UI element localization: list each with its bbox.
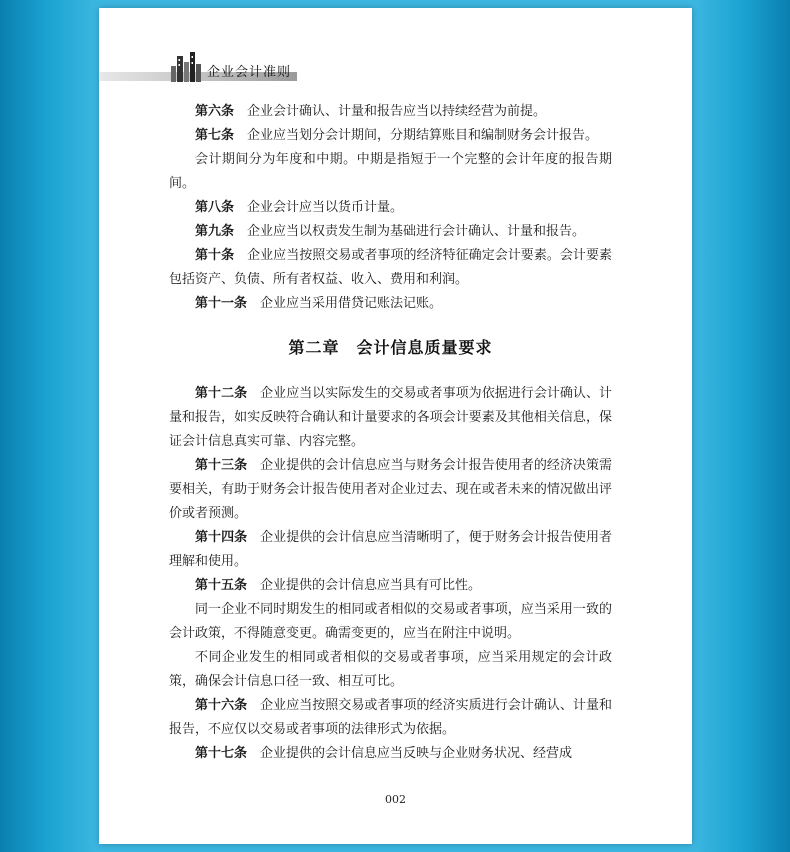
paragraph-text: 企业应当按照交易或者事项的经济特征确定会计要素。会计要素包括资产、负债、所有者权益、收入、费用和利润。 — [169, 248, 612, 287]
paragraph-text: 企业提供的会计信息应当具有可比性。 — [260, 578, 482, 593]
page-number: 002 — [385, 793, 406, 806]
article-paragraph — [169, 742, 612, 766]
city-buildings-icon — [169, 52, 203, 82]
section-chapter-one-tail — [169, 100, 612, 316]
article-number: 第六条 — [195, 104, 235, 119]
article-paragraph — [169, 196, 612, 220]
running-header — [99, 52, 349, 88]
article-paragraph — [169, 292, 612, 316]
paragraph-text: 企业应当采用借贷记账法记账。 — [260, 296, 443, 311]
body-paragraph — [169, 148, 612, 196]
paragraph-text: 企业应当以实际发生的交易或者事项为依据进行会计确认、计量和报告，如实反映符合确认和计量要求的各项会计要素及其他相关信息，保证会计信息真实可靠、内容完整。 — [169, 386, 612, 449]
paragraph-text: 企业提供的会计信息应当与财务会计报告使用者的经济决策需要相关，有助于财务会计报告使用者对企业过去、现在或者未来的情况做出评价或者预测。 — [169, 458, 612, 521]
chapter-heading: 第二章 会计信息质量要求 — [288, 338, 493, 357]
article-number: 第十四条 — [195, 530, 248, 545]
article-paragraph — [169, 220, 612, 244]
article-paragraph — [169, 526, 612, 574]
paragraph-text: 企业应当按照交易或者事项的经济实质进行会计确认、计量和报告，不应仅以交易或者事项的法律形式为依据。 — [169, 698, 612, 737]
article-number: 第十三条 — [195, 458, 248, 473]
article-number: 第十二条 — [195, 386, 248, 401]
paragraph-text: 不同企业发生的相同或者相似的交易或者事项，应当采用规定的会计政策，确保会计信息口径一致、相互可比。 — [169, 650, 612, 689]
article-paragraph — [169, 124, 612, 148]
paragraph-text: 企业提供的会计信息应当清晰明了，便于财务会计报告使用者理解和使用。 — [169, 530, 612, 569]
running-header-title: 企业会计准则 — [207, 65, 292, 80]
article-number: 第十五条 — [195, 578, 248, 593]
paragraph-text: 企业会计确认、计量和报告应当以持续经营为前提。 — [247, 104, 547, 119]
article-number: 第十六条 — [195, 698, 248, 713]
article-number: 第十七条 — [195, 746, 248, 761]
article-number: 第七条 — [195, 128, 235, 143]
article-paragraph — [169, 454, 612, 526]
paragraph-text: 企业应当划分会计期间，分期结算账目和编制财务会计报告。 — [247, 128, 599, 143]
article-paragraph — [169, 244, 612, 292]
article-number: 第九条 — [195, 224, 235, 239]
paragraph-text: 企业会计应当以货币计量。 — [247, 200, 404, 215]
paragraph-text: 同一企业不同时期发生的相同或者相似的交易或者事项，应当采用一致的会计政策，不得随意变更。确需变更的，应当在附注中说明。 — [169, 602, 612, 641]
body-paragraph — [169, 646, 612, 694]
body-paragraph — [169, 598, 612, 646]
article-paragraph — [169, 694, 612, 742]
article-number: 第八条 — [195, 200, 235, 215]
article-paragraph — [169, 382, 612, 454]
article-number: 第十一条 — [195, 296, 248, 311]
page-body — [169, 100, 612, 766]
book-page — [99, 8, 692, 844]
article-paragraph — [169, 100, 612, 124]
article-paragraph — [169, 574, 612, 598]
section-chapter-two — [169, 382, 612, 766]
article-number: 第十条 — [195, 248, 235, 263]
paragraph-text: 企业提供的会计信息应当反映与企业财务状况、经营成 — [260, 746, 573, 761]
paragraph-text: 会计期间分为年度和中期。中期是指短于一个完整的会计年度的报告期间。 — [169, 152, 612, 191]
paragraph-text: 企业应当以权责发生制为基础进行会计确认、计量和报告。 — [247, 224, 586, 239]
